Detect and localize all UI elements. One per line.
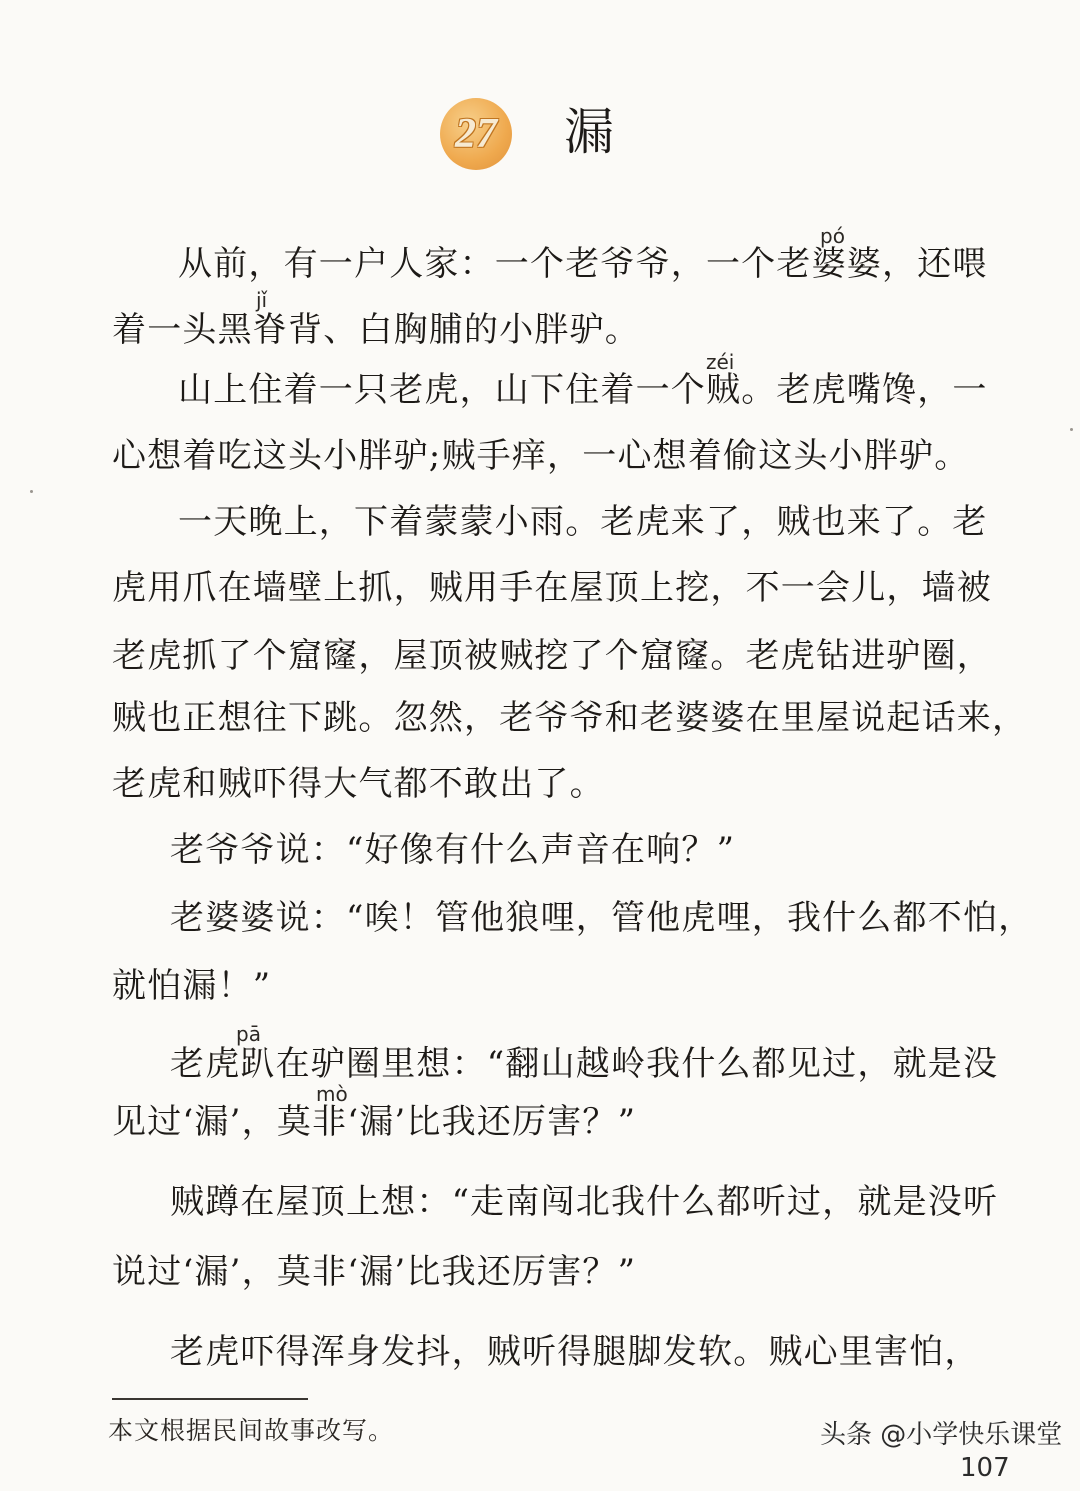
body-line: 着一头黑脊背、白胸脯的小胖驴。 xyxy=(112,310,640,350)
lesson-header xyxy=(440,98,740,174)
body-line: 从前，有一户人家：一个老爷爷，一个老婆婆，还喂 xyxy=(178,244,988,284)
body-line: 心想着吃这头小胖驴;贼手痒，一心想着偷这头小胖驴。 xyxy=(112,436,970,476)
body-line: 山上住着一只老虎，山下住着一个贼。老虎嘴馋，一 xyxy=(178,370,988,410)
body-line: 老爷爷说：“好像有什么声音在响？” xyxy=(170,830,736,870)
pinyin-zei: zéi xyxy=(706,350,735,374)
body-line: 老虎抓了个窟窿，屋顶被贼挖了个窟窿。老虎钻进驴圈， xyxy=(112,636,992,676)
body-line: 贼蹲在屋顶上想：“走南闯北我什么都听过，就是没听 xyxy=(170,1182,999,1222)
footnote-divider xyxy=(112,1398,308,1400)
footnote: 本文根据民间故事改写。 xyxy=(108,1416,395,1445)
lesson-number: 27 xyxy=(455,111,497,157)
body-line: 老虎趴在驴圈里想：“翻山越岭我什么都见过，就是没 xyxy=(170,1044,999,1084)
body-line: 老虎和贼吓得大气都不敢出了。 xyxy=(112,764,605,804)
pinyin-po: pó xyxy=(820,224,845,248)
scan-speck xyxy=(1070,428,1073,431)
page-number: 107 xyxy=(960,1453,1010,1483)
scan-speck xyxy=(30,490,33,493)
lesson-title: 漏 xyxy=(564,103,614,161)
watermark: 头条 @小学快乐课堂 xyxy=(820,1420,1063,1450)
pinyin-ji: jǐ xyxy=(256,288,268,312)
body-line: 说过‘漏’，莫非‘漏’比我还厉害？” xyxy=(112,1252,637,1292)
body-line: 虎用爪在墙壁上抓，贼用手在屋顶上挖，不一会儿，墙被 xyxy=(112,568,992,608)
body-line: 见过‘漏’，莫非‘漏’比我还厉害？” xyxy=(112,1102,637,1142)
body-line: 一天晚上，下着蒙蒙小雨。老虎来了，贼也来了。老 xyxy=(178,502,988,542)
pinyin-pa: pā xyxy=(236,1022,261,1046)
body-line: 贼也正想往下跳。忽然，老爷爷和老婆婆在里屋说起话来， xyxy=(112,698,1028,738)
pinyin-mo: mò xyxy=(316,1082,348,1106)
body-line: 老婆婆说：“唉！管他狼哩，管他虎哩，我什么都不怕， xyxy=(170,898,1034,938)
body-line: 老虎吓得浑身发抖，贼听得腿脚发软。贼心里害怕， xyxy=(170,1332,980,1372)
body-line: 就怕漏！” xyxy=(112,966,272,1006)
